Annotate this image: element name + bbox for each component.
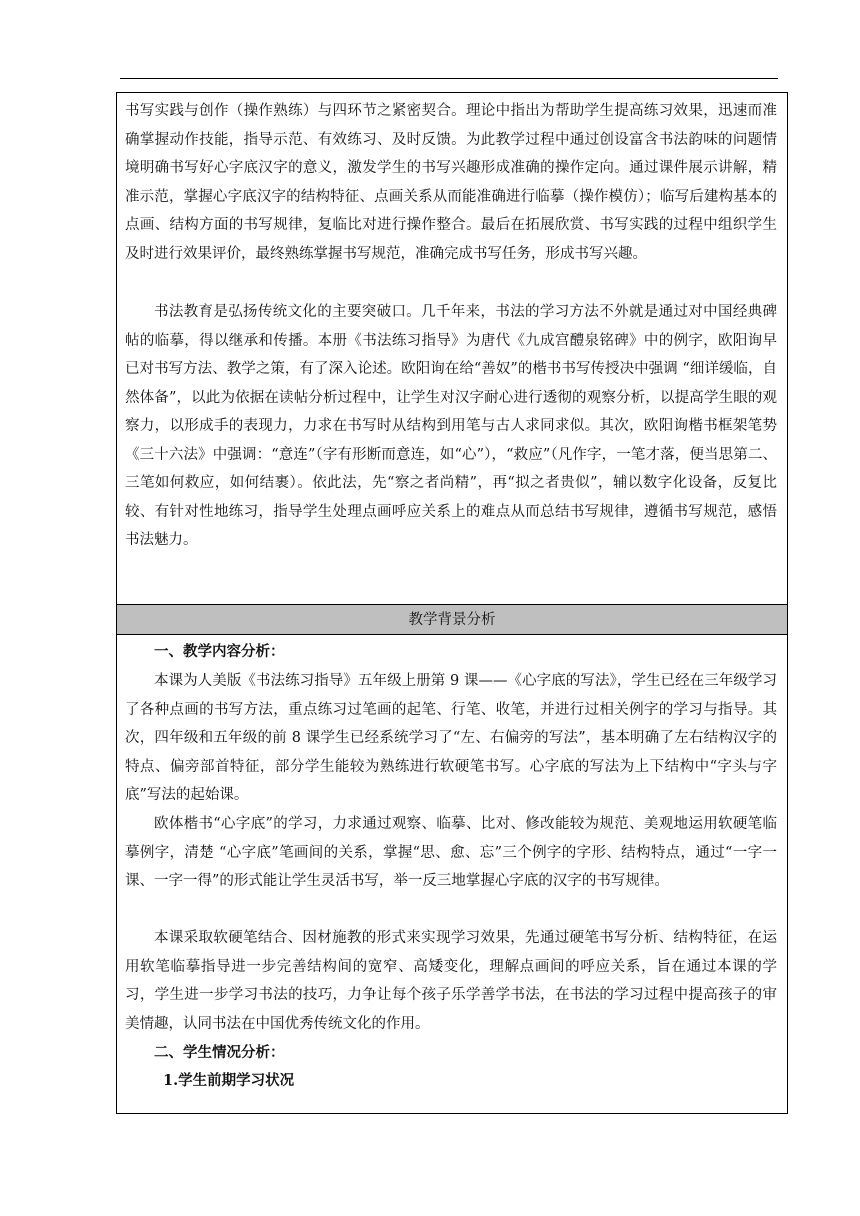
design-rationale-cell xyxy=(117,93,787,605)
rationale-paragraph-1: 书写实践与创作（操作熟练）与四环节之紧密契合。理论中指出为帮助学生提高练习效果，迅速而准确掌握动作技能，指导示范、有效练习、及时反馈。为此教学过程中通过创设富含书法韵味的问题情境明确书写好心字底汉字的意义，激发学生的书写兴趣形成准确的操作定向。通过课件展示讲解，精准示范，掌握心字底汉字的结构特征、点画关系从而能准确进行临摹（操作模仿）；临写后建构基本的点画、结构方面的书写规律，复临比对进行操作整合。最后在拓展欣赏、书写实践的过程中组织学生及时进行效果评价，最终熟练掌握书写规范，准确完成书写任务，形成书写兴趣。 xyxy=(125,103,777,262)
rationale-paragraph-2: 书法教育是弘扬传统文化的主要突破口。几千年来，书法的学习方法不外就是通过对中国经典碑帖的临摹，得以继承和传播。本册《书法练习指导》为唐代《九成宫醴泉铭碑》中的例字，欧阳询早已对书写方法、教学之策，有了深入论述。欧阳询在给“善奴”的楷书书写传授决中强调 “细详缓临，自然体备”，以此为依据在读帖分析过程中，让学生对汉字耐心进行透彻的观察分析，以提高学生眼的观察力，以形成手的表现力，力求在书写时从结构到用笔与古人求同求似。其次，欧阳询楷书框架笔势《三十六法》中强调：“意连”（字有形断而意连，如“心”），“救应”（凡作字，一笔才落，便当思第二、三笔如何救应，如何结裹）。依此法，先“察之者尚精”，再“拟之者贵似”，辅以数字化设备，反复比较、有针对性地练习，指导学生处理点画呼应关系上的难点从而总结书写规律，遵循书写规范，感悟书法魅力。 xyxy=(125,304,777,548)
section-heading-row xyxy=(117,605,787,635)
document-table xyxy=(116,92,788,1114)
student-prior-learning-heading: 1.学生前期学习状况 xyxy=(163,1072,295,1089)
content-paragraph-1: 本课为人美版《书法练习指导》五年级上册第 9 课——《心字底的写法》，学生已经在三年级学习了各种点画的书写方法，重点练习过笔画的起笔、行笔、收笔，并进行过相关例字的学习与指导。其次，四年级和五年级的前 8 课学生已经系统学习了“左、右偏旁的写法”，基本明确了左右结构汉字的特点、偏旁部首特征，部分学生能较为熟练进行软硬笔书写。心字底的写法为上下结构中“字头与字底”写法的起始课。 xyxy=(125,673,777,803)
section-heading: 教学背景分析 xyxy=(408,612,496,628)
content-paragraph-3: 本课采取软硬笔结合、因材施教的形式来实现学习效果，先通过硬笔书写分析、结构特征，在运用软笔临摹指导进一步完善结构间的宽窄、高矮变化，理解点画间的呼应关系，旨在通过本课的学习，学生进一步学习书法的技巧，力争让每个孩子乐学善学书法，在书法的学习过程中提高孩子的审美情趣，认同书法在中国优秀传统文化的作用。 xyxy=(125,930,777,1032)
content-paragraph-2: 欧体楷书“心字底”的学习，力求通过观察、临摹、比对、修改能较为规范、美观地运用软硬笔临摹例字，清楚 “心字底”笔画间的关系，掌握“思、愈、忘”三个例字的字形、结构特点，通过“一字一课、一字一得”的形式能让学生灵活书写，举一反三地掌握心字底的汉字的书写规律。 xyxy=(125,816,777,889)
background-analysis-cell xyxy=(117,636,787,1113)
student-analysis-heading: 二、学生情况分析： xyxy=(154,1044,285,1061)
header-rule xyxy=(120,78,778,79)
content-analysis-heading: 一、教学内容分析： xyxy=(154,643,285,660)
